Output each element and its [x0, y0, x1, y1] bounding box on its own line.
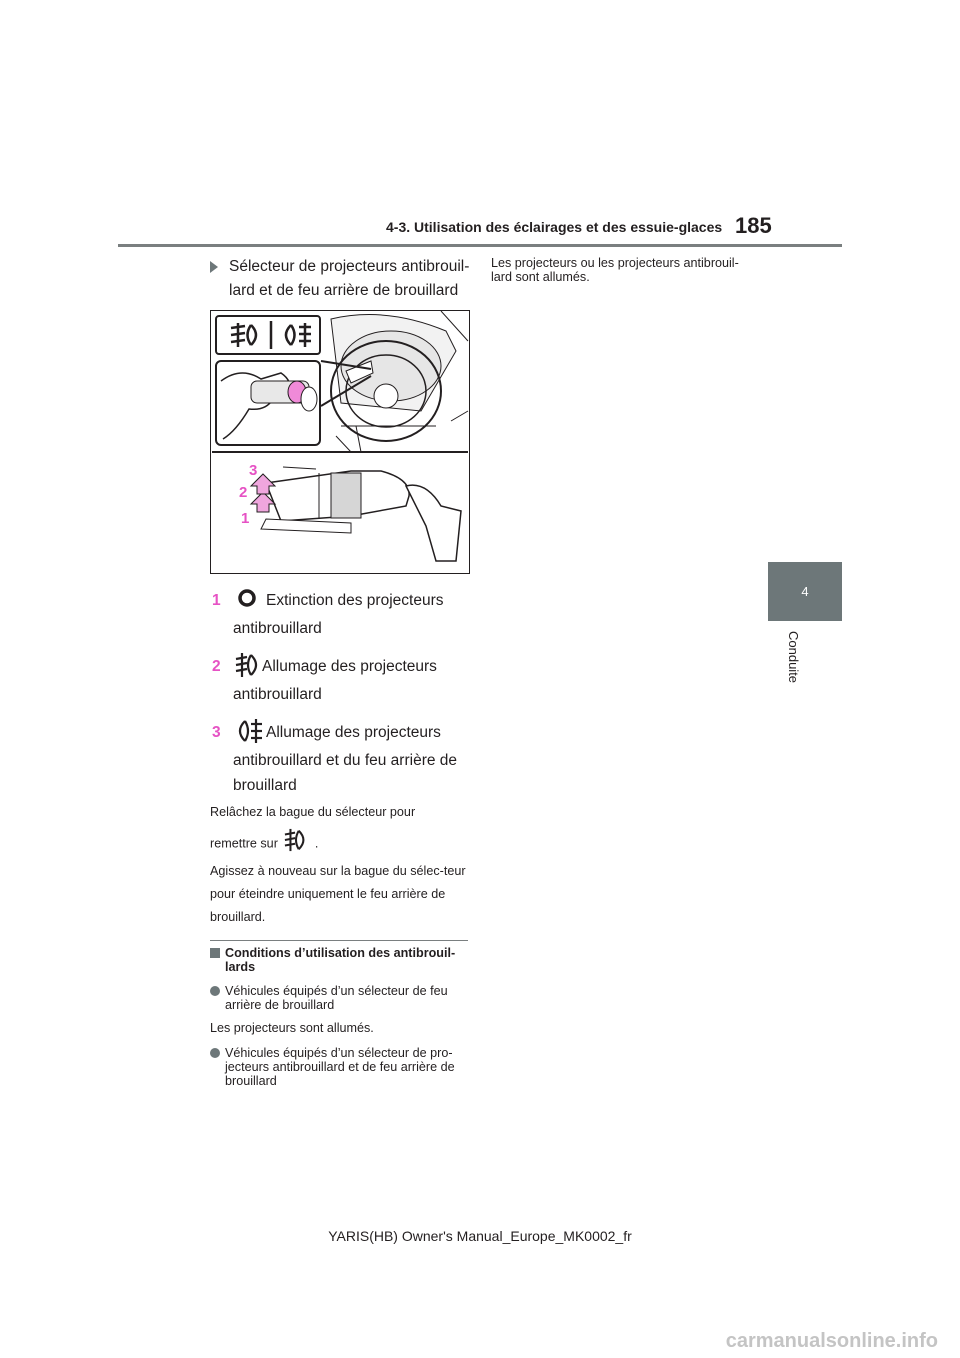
bullet-text: Véhicules équipés d’un sélecteur de pro-jecteurs antibrouillard et de feu arrière de brouillard [225, 1046, 455, 1088]
bullet1-result: Les projecteurs sont allumés. [210, 1021, 374, 1035]
rear-fog-icon [234, 718, 264, 752]
front-fog-icon [283, 828, 309, 860]
item-text-continued: antibrouillard [233, 686, 322, 703]
section-title: 4-3. Utilisation des éclairages et des essuie-glaces [386, 219, 723, 235]
item-text: Extinction des projecteurs [266, 592, 444, 609]
release-text-line2: remettre sur [210, 836, 278, 851]
list-item [210, 720, 470, 800]
section-divider [210, 940, 468, 941]
figure-label-3: 3 [249, 462, 258, 479]
circle-bullet-icon [210, 1048, 220, 1058]
circle-bullet-icon [210, 986, 220, 996]
again-instruction: Agissez à nouveau sur la bague du sélec-teur pour éteindre uniquement le feu arrière de brouillard. [210, 864, 466, 924]
list-item [210, 654, 470, 710]
item-text-continued: antibrouillard et du feu arrière de brouillard [233, 752, 458, 794]
item-number: 3 [212, 724, 221, 741]
figure-label-2: 2 [239, 484, 248, 501]
item-text: Allumage des projecteurs [262, 658, 437, 675]
subsection-heading-text: Sélecteur de projecteurs antibrouil-lard et de feu arrière de brouillard [229, 258, 470, 299]
triangle-bullet-icon [210, 261, 218, 273]
fog-switch-illustration [210, 310, 470, 574]
right-column-text: Les projecteurs ou les projecteurs antibrouil-lard sont allumés. [491, 256, 739, 284]
item-number: 1 [212, 592, 221, 609]
front-fog-icon [234, 652, 262, 686]
conditions-heading [210, 946, 472, 974]
fog-off-icon [234, 586, 260, 618]
header-rule [118, 244, 842, 247]
item-text: Allumage des projecteurs [266, 724, 441, 741]
fog-switch-drawing [211, 311, 469, 573]
conditions-heading-text: Conditions d’utilisation des antibrouil-lards [225, 946, 456, 974]
chapter-label [783, 631, 803, 711]
release-text-end: . [314, 836, 319, 851]
list-item [210, 588, 470, 644]
list-item [210, 984, 472, 1012]
page-number: 185 [735, 213, 772, 238]
release-text-line1: Relâchez la bague du sélecteur pour [210, 805, 416, 819]
watermark: carmanualsonline.info [725, 1330, 938, 1352]
figure-label-1: 1 [241, 510, 250, 527]
list-item [210, 1046, 472, 1088]
subsection-heading [210, 255, 470, 303]
item-text-continued: antibrouillard [233, 620, 322, 637]
chapter-tab[interactable]: 4 [768, 562, 842, 621]
square-bullet-icon [210, 948, 220, 958]
footer: YARIS(HB) Owner's Manual_Europe_MK0002_fr [328, 1228, 632, 1244]
bullet-text: Véhicules équipés d’un sélecteur de feu arrière de brouillard [225, 984, 448, 1012]
item-number: 2 [212, 658, 221, 675]
release-instruction [210, 800, 472, 860]
chapter-label-text: Conduite [786, 631, 801, 684]
